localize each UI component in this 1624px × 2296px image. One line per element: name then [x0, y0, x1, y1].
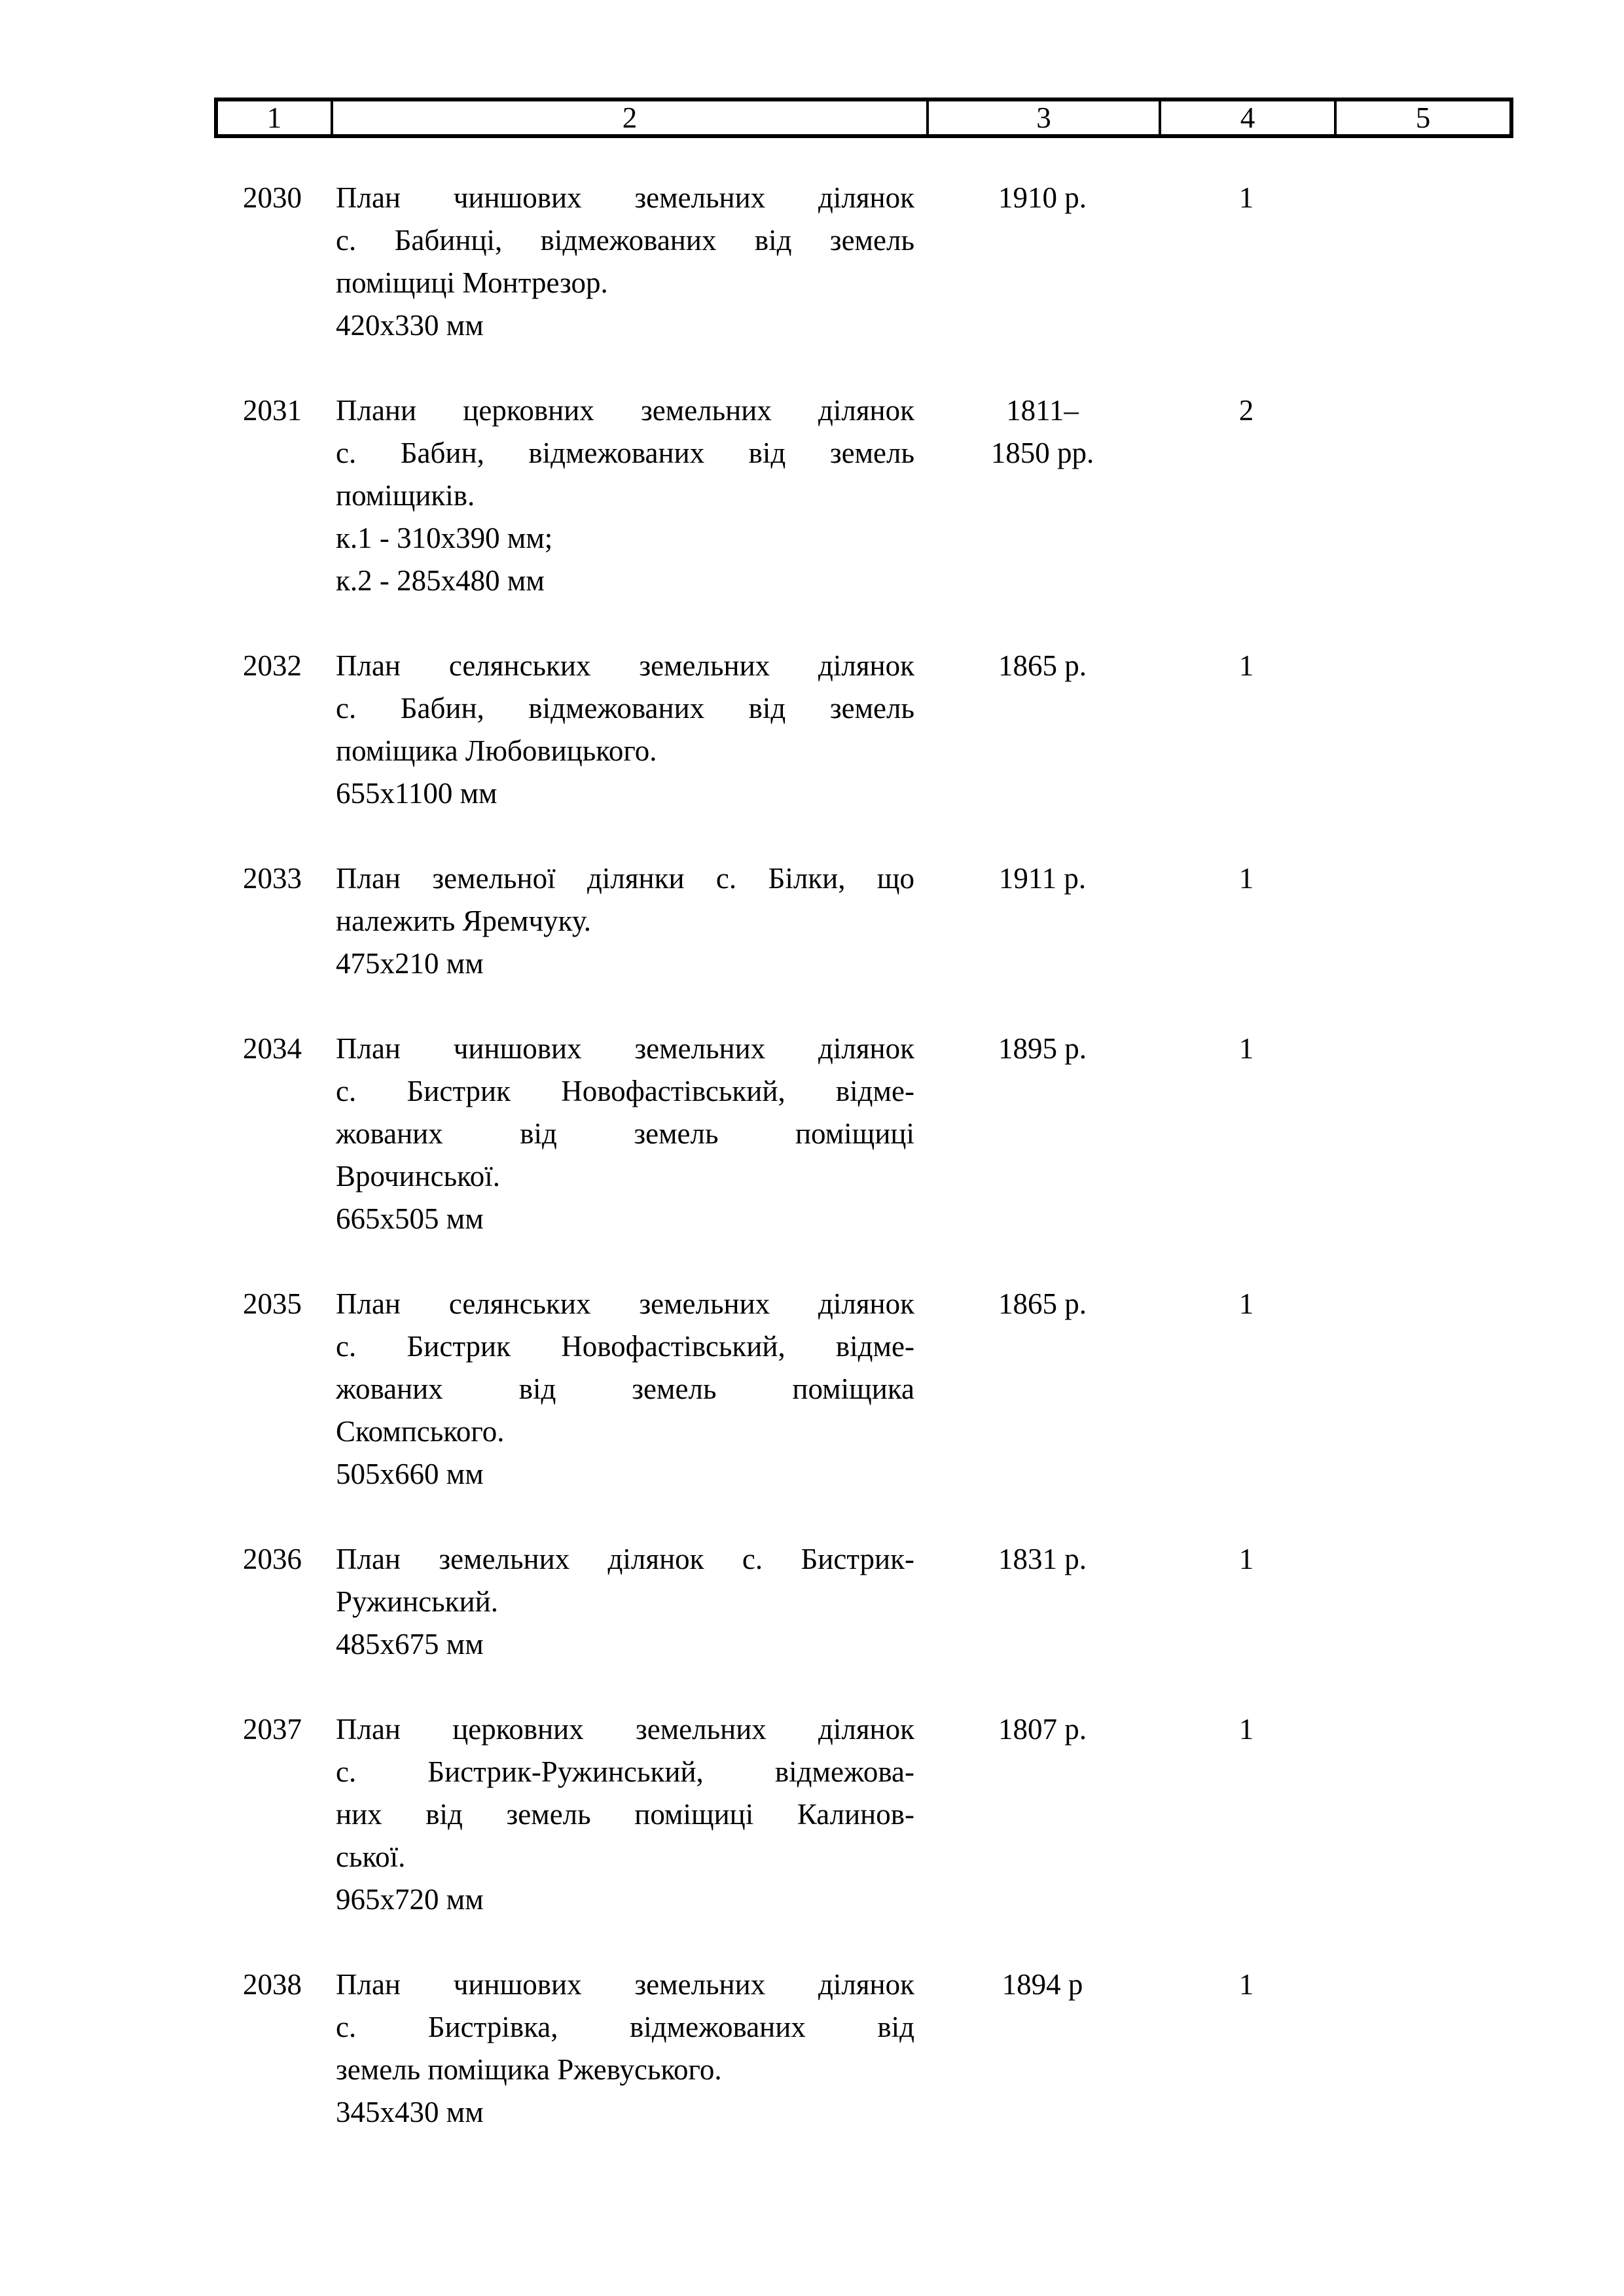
description-line: с. Бабин, відмежованих від земель: [336, 437, 914, 469]
description-line: с. Бабин, відмежованих від земель: [336, 692, 914, 725]
description-line: жованих від земель поміщика: [336, 1372, 914, 1405]
description-line: с. Бистрівка, відмежованих від: [336, 2011, 914, 2043]
column-header-2: 2: [331, 101, 926, 134]
entry-count: 1: [1238, 1032, 1254, 1065]
table-row: [214, 1538, 1513, 1666]
description-line: Ружинський.: [336, 1585, 498, 1618]
description-line: План чиншових земельних ділянок: [336, 181, 914, 214]
date-line: 1850 рр.: [990, 437, 1094, 469]
column-header-5: 5: [1334, 101, 1509, 134]
table-header-row: [214, 98, 1513, 138]
entry-empty-cell: [1334, 1283, 1513, 1496]
description-line: с. Бистрик Новофастівський, відме-: [336, 1330, 914, 1363]
table-row: [214, 1964, 1513, 2134]
description-line: 655х1100 мм: [336, 777, 497, 810]
date-line: 1911 р.: [998, 862, 1087, 895]
entry-description: [331, 177, 926, 347]
entry-date: [926, 645, 1159, 815]
date-line: 1894 р: [1001, 1968, 1083, 2001]
description-line: належить Яремчуку.: [336, 905, 592, 937]
description-line: План селянських земельних ділянок: [336, 1287, 914, 1320]
entry-count: 1: [1238, 1287, 1254, 1320]
description-line: План церковних земельних ділянок: [336, 1713, 914, 1746]
description-line: 505х660 мм: [336, 1458, 484, 1490]
entry-empty-cell: [1334, 1538, 1513, 1666]
date-line: 1865 р.: [998, 1287, 1087, 1320]
entry-empty-cell: [1334, 1964, 1513, 2134]
table-row: [214, 1283, 1513, 1496]
date-line: 1811–: [1006, 394, 1079, 427]
entry-date: [926, 1708, 1159, 1921]
entry-empty-cell: [1334, 1708, 1513, 1921]
description-line: 665х505 мм: [336, 1202, 484, 1235]
description-line: к.2 - 285х480 мм: [336, 564, 545, 597]
description-line: 485х675 мм: [336, 1628, 484, 1660]
description-line: 345х430 мм: [336, 2096, 484, 2128]
description-line: с. Бабинці, відмежованих від земель: [336, 224, 914, 257]
description-line: земель поміщика Ржевуського.: [336, 2053, 722, 2086]
description-line: поміщиків.: [336, 479, 475, 512]
entry-description: [331, 1028, 926, 1240]
entry-count: 1: [1238, 862, 1254, 895]
description-line: 965х720 мм: [336, 1883, 484, 1916]
entry-date: [926, 1964, 1159, 2134]
description-line: к.1 - 310х390 мм;: [336, 522, 553, 554]
entry-date: [926, 1538, 1159, 1666]
entry-description: [331, 1283, 926, 1496]
description-line: поміщиці Монтрезор.: [336, 266, 608, 299]
entry-count: 1: [1238, 649, 1254, 682]
date-line: 1831 р.: [998, 1543, 1087, 1575]
description-line: План селянських земельних ділянок: [336, 649, 914, 682]
date-line: 1910 р.: [998, 181, 1087, 214]
entry-empty-cell: [1334, 645, 1513, 815]
entry-date: [926, 389, 1159, 602]
entry-count: 1: [1238, 181, 1254, 214]
description-line: жованих від земель поміщиці: [336, 1117, 914, 1150]
entry-date: [926, 1283, 1159, 1496]
entries-list: [214, 177, 1513, 2176]
table-row: [214, 1028, 1513, 1240]
entry-description: [331, 1538, 926, 1666]
entry-number: 2036: [243, 1543, 302, 1575]
entry-number: 2035: [243, 1287, 302, 1320]
date-line: 1865 р.: [998, 649, 1087, 682]
entry-empty-cell: [1334, 177, 1513, 347]
entry-count: 1: [1238, 1968, 1254, 2001]
entry-number: 2033: [243, 862, 302, 895]
table-row: [214, 177, 1513, 347]
description-line: поміщика Любовицького.: [336, 734, 657, 767]
table-row: [214, 389, 1513, 602]
description-line: с. Бистрик-Ружинський, відмежова-: [336, 1755, 914, 1788]
entry-description: [331, 645, 926, 815]
description-line: План земельної ділянки с. Білки, що: [336, 862, 914, 895]
date-line: 1895 р.: [998, 1032, 1087, 1065]
description-line: План чиншових земельних ділянок: [336, 1968, 914, 2001]
table-row: [214, 1708, 1513, 1921]
entry-number: 2031: [243, 394, 302, 427]
table-row: [214, 857, 1513, 985]
description-line: ської.: [336, 1840, 406, 1873]
description-line: них від земель поміщиці Калинов-: [336, 1798, 914, 1831]
description-line: Плани церковних земельних ділянок: [336, 394, 914, 427]
entry-count: 1: [1238, 1713, 1254, 1746]
description-line: с. Бистрик Новофастівський, відме-: [336, 1075, 914, 1107]
description-line: План чиншових земельних ділянок: [336, 1032, 914, 1065]
date-line: 1807 р.: [998, 1713, 1087, 1746]
entry-empty-cell: [1334, 857, 1513, 985]
entry-empty-cell: [1334, 1028, 1513, 1240]
entry-number: 2032: [243, 649, 302, 682]
table-row: [214, 645, 1513, 815]
entry-date: [926, 177, 1159, 347]
entry-number: 2037: [243, 1713, 302, 1746]
entry-date: [926, 857, 1159, 985]
column-header-3: 3: [926, 101, 1159, 134]
entry-count: 1: [1238, 1543, 1254, 1575]
description-line: Скомпського.: [336, 1415, 505, 1448]
entry-description: [331, 1964, 926, 2134]
description-line: Врочинської.: [336, 1160, 500, 1193]
entry-number: 2030: [243, 181, 302, 214]
column-header-4: 4: [1159, 101, 1334, 134]
entry-number: 2034: [243, 1032, 302, 1065]
entry-date: [926, 1028, 1159, 1240]
entry-number: 2038: [243, 1968, 302, 2001]
description-line: 420х330 мм: [336, 309, 484, 342]
entry-description: [331, 389, 926, 602]
description-line: План земельних ділянок с. Бистрик-: [336, 1543, 914, 1575]
column-header-1: 1: [266, 101, 282, 134]
entry-empty-cell: [1334, 389, 1513, 602]
entry-description: [331, 857, 926, 985]
description-line: 475х210 мм: [336, 947, 484, 980]
entry-description: [331, 1708, 926, 1921]
entry-count: 2: [1238, 394, 1254, 427]
